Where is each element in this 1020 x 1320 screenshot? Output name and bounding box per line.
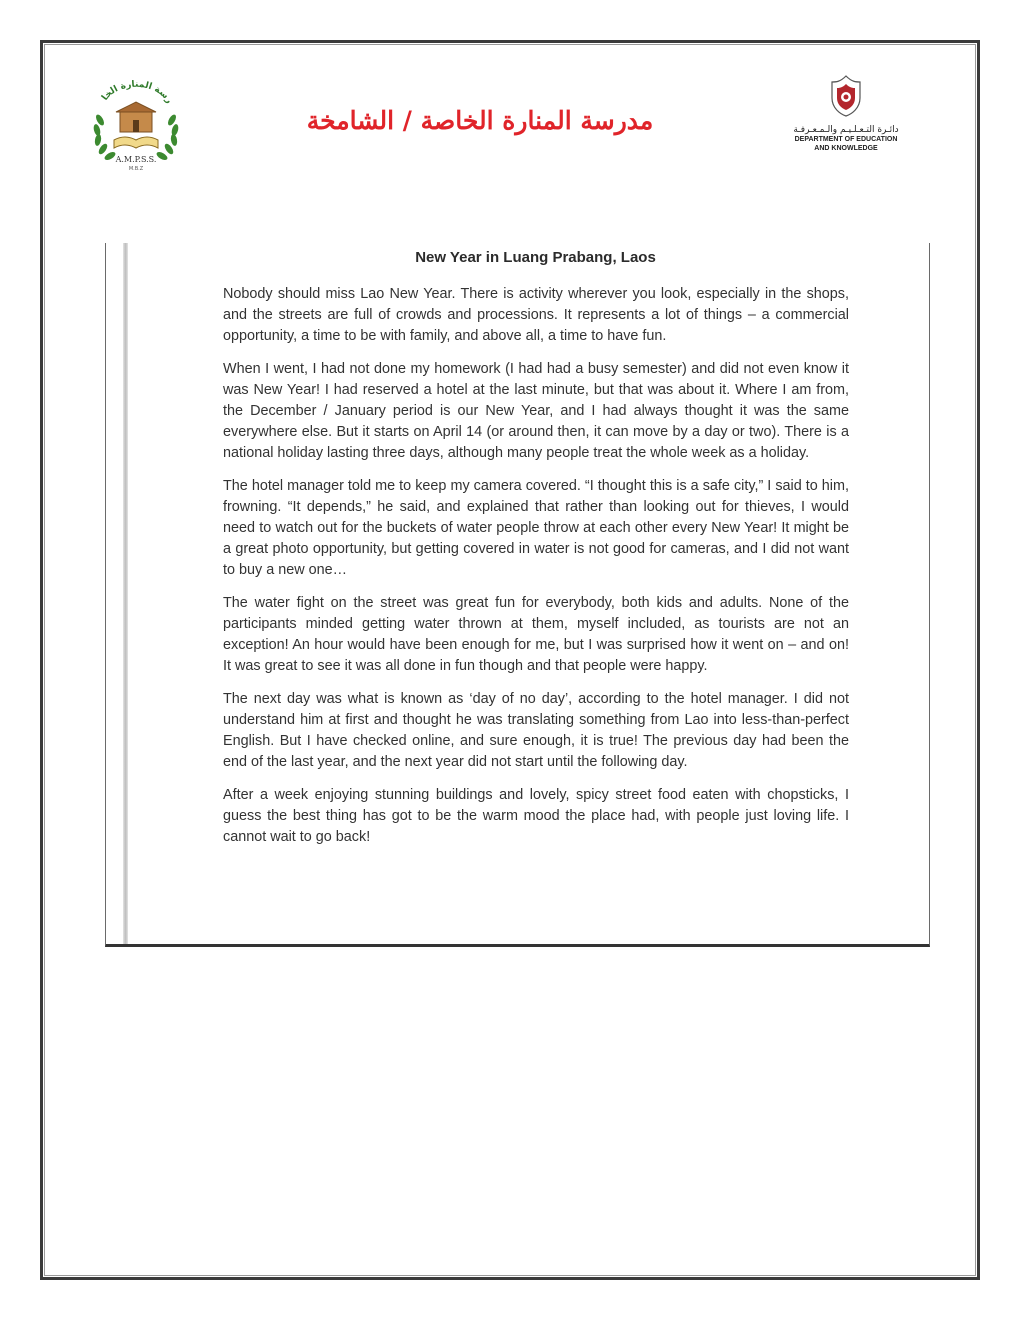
svg-text:A.M.P.S.S.: A.M.P.S.S. — [115, 155, 157, 164]
scan-binding-edge — [123, 243, 128, 944]
emblem-icon — [826, 74, 866, 118]
article-paragraph: Nobody should miss Lao New Year. There is activity wherever you look, especially in the shops, and the streets are full of crowds and processions. It represents a lot of things – a commercial opportunity, a time to be with family, and above all, a time to have fun. — [223, 286, 849, 344]
article-scan — [105, 243, 930, 947]
department-name-line1: DEPARTMENT OF EDUCATION — [794, 136, 898, 143]
article-paragraph: When I went, I had not done my homework (I had had a busy semester) and did not even know it was New Year! I had reserved a hotel at the last minute, but that was about it. Where I am from, the December / January period is our New Year, and I had always thought it was the same everywhere else. But it starts on April 14 (or around then, it can move by a day or two). There is a national holiday lasting three days, although many people treat the whole week as a holiday. — [223, 361, 849, 461]
article-paragraph: The water fight on the street was great fun for everybody, both kids and adults. None of the participants minded getting water thrown at them, myself included, as tourists are not an exception! An hour would have been enough for me, but I was surprised how it went on – and on! It was great to see it was all done in fun though and that people were happy. — [223, 595, 849, 674]
article-paragraph: After a week enjoying stunning buildings and lovely, spicy street food eaten with chopsticks, I guess the best thing has got to be the warm mood the place had, with people just loving life. I cannot wait to go back! — [223, 787, 849, 845]
svg-text:مدرسة المنارة الخاصة: رسة المنارة الخا — [100, 79, 174, 106]
department-name-arabic: دائـرة التـعـلـيـم والـمـعـرفـة — [793, 125, 899, 135]
article-body — [223, 284, 849, 860]
article-title: New Year in Luang Prabang, Laos — [415, 249, 656, 266]
school-name: مدرسة المنارة الخاصة / الشامخة — [306, 106, 654, 135]
article-paragraph: The next day was what is known as ‘day of no day’, according to the hotel manager. I did not understand him at first and thought he was translating something from Lao into less-than-perfect English. But I have checked online, and sure enough, it is true! The previous day had been the end of the last year, and the next year did not start until the following day. — [223, 691, 849, 770]
svg-text:M.B.Z: M.B.Z — [128, 166, 144, 170]
article-paragraph: The hotel manager told me to keep my camera covered. “I thought this is a safe city,” I said to him, frowning. “It depends,” he said, and explained that rather than looking out for thieves, I would need to watch out for the buckets of water people throw at each other every New Year! It might be a great photo opportunity, but getting covered in water is not good for cameras, and I did not want to buy a new one… — [223, 478, 849, 578]
department-name-line2: AND KNOWLEDGE — [814, 145, 878, 152]
department-logo — [786, 74, 906, 158]
school-logo — [86, 70, 186, 170]
